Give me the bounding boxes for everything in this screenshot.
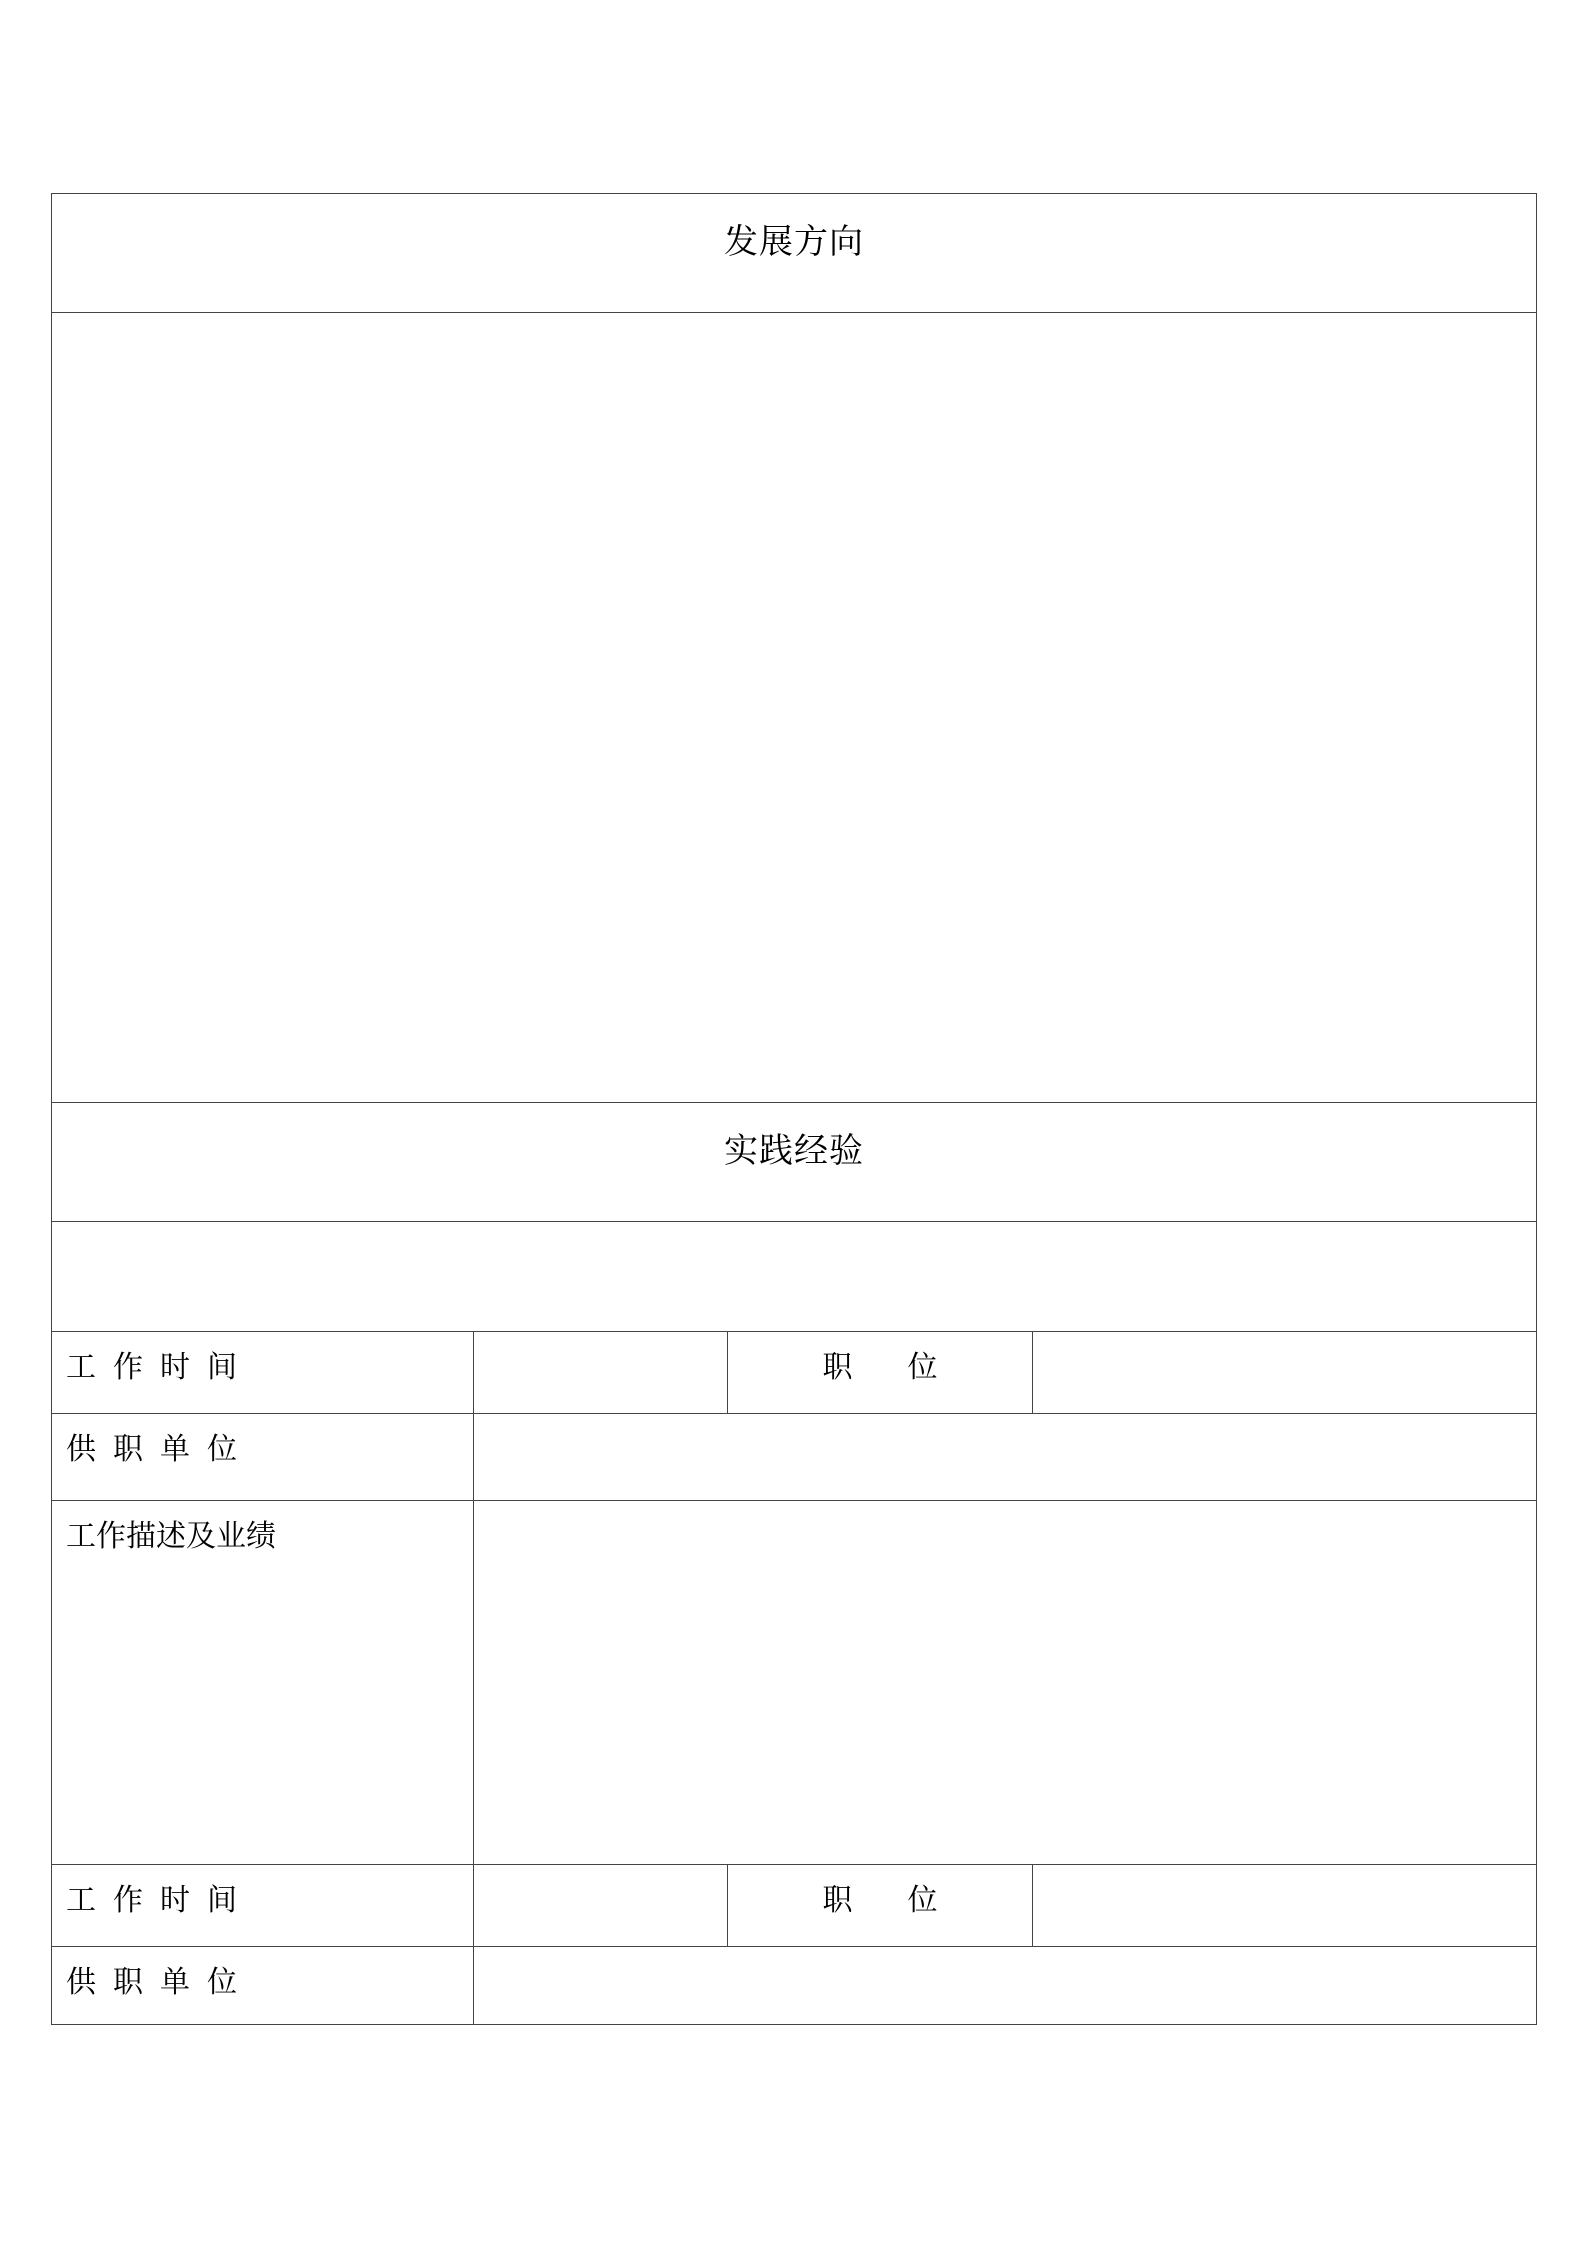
entry-1-work-time-value-cell[interactable] <box>473 1332 727 1413</box>
entry-1-work-time-label: 工作时间 <box>66 1350 254 1385</box>
practice-section-title: 实践经验 <box>724 1131 864 1171</box>
entry-2-work-time-label: 工作时间 <box>66 1883 254 1918</box>
entry-2-time-position-row <box>51 1864 1537 1946</box>
entry-1-description-value-cell[interactable] <box>473 1501 1536 1864</box>
practice-header-row <box>51 1102 1537 1221</box>
entry-2-position-label-cell <box>727 1865 1032 1946</box>
entry-1-description-row <box>51 1500 1537 1864</box>
entry-1-employer-label: 供职单位 <box>66 1432 254 1467</box>
development-header-row <box>51 193 1537 312</box>
entry-1-work-time-label-cell <box>52 1332 473 1413</box>
entry-2-work-time-value-cell[interactable] <box>473 1865 727 1946</box>
entry-2-position-label <box>728 1875 1032 1919</box>
entry-1-position-label-b: 位 <box>907 1350 938 1385</box>
entry-1-description-label-cell <box>52 1501 473 1864</box>
entry-2-work-time-label-cell <box>52 1865 473 1946</box>
development-content-area[interactable] <box>51 312 1537 1102</box>
entry-2-position-value-cell[interactable] <box>1032 1865 1536 1946</box>
entry-1-time-position-row <box>51 1331 1537 1413</box>
entry-2-position-label-a: 职 <box>822 1883 853 1918</box>
entry-1-position-label <box>728 1342 1032 1386</box>
entry-1-description-label: 工作描述及业绩 <box>66 1519 276 1554</box>
entry-2-employer-label: 供职单位 <box>66 1965 254 2000</box>
entry-1-position-label-cell <box>727 1332 1032 1413</box>
entry-1-position-label-a: 职 <box>822 1350 853 1385</box>
practice-intro-area[interactable] <box>51 1221 1537 1331</box>
entry-1-employer-row <box>51 1413 1537 1500</box>
entry-1-position-value-cell[interactable] <box>1032 1332 1536 1413</box>
entry-2-employer-value-cell[interactable] <box>473 1947 1536 2024</box>
development-section-title: 发展方向 <box>724 222 864 262</box>
entry-2-employer-row <box>51 1946 1537 2025</box>
entry-1-employer-label-cell <box>52 1414 473 1500</box>
entry-2-employer-label-cell <box>52 1947 473 2024</box>
entry-2-position-label-b: 位 <box>907 1883 938 1918</box>
entry-1-employer-value-cell[interactable] <box>473 1414 1536 1500</box>
